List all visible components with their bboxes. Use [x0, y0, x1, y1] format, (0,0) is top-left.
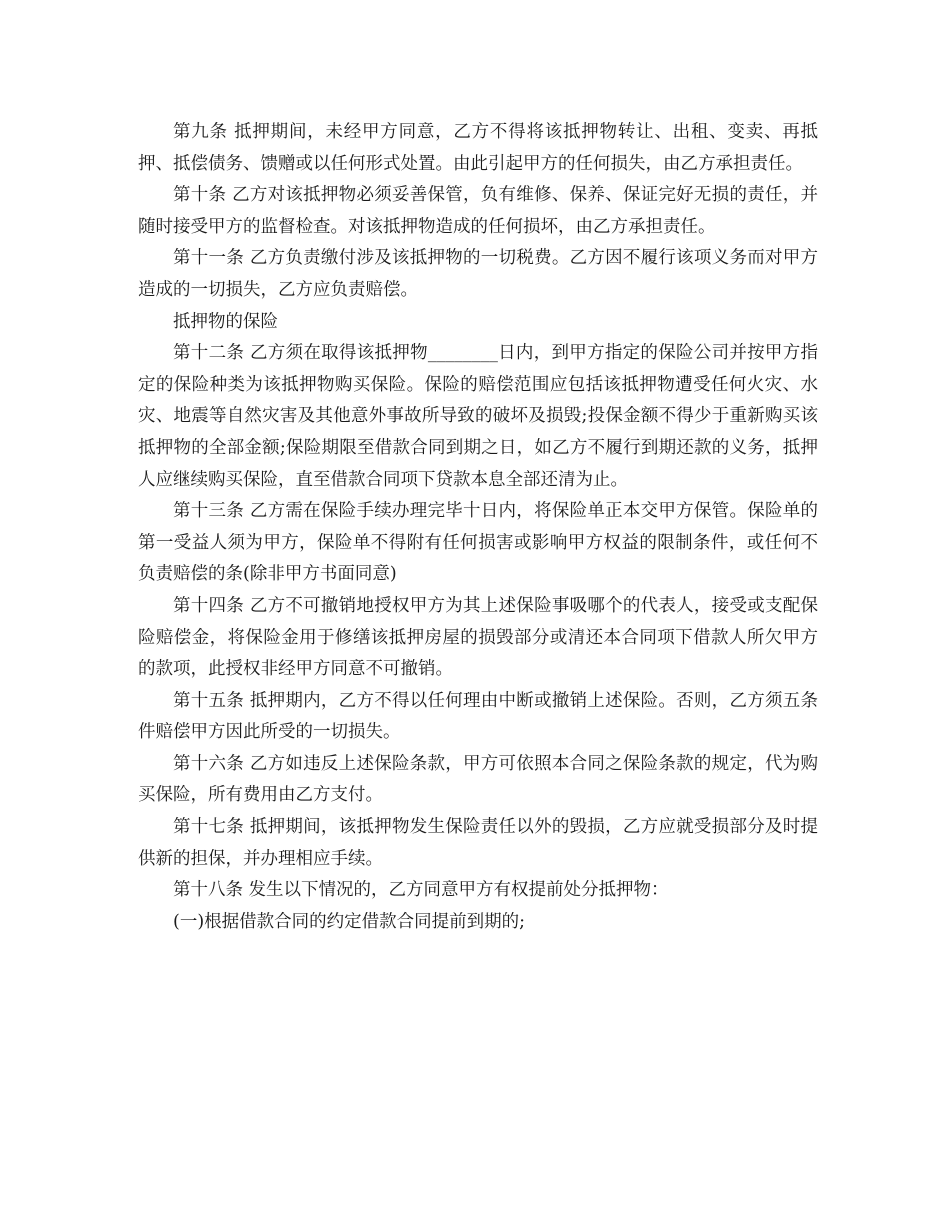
article-10-paragraph: 第十条 乙方对该抵押物必须妥善保管，负有维修、保养、保证完好无损的责任，并随时接受甲方的监督检查。对该抵押物造成的任何损坏，由乙方承担责任。 — [138, 185, 818, 237]
article-13-paragraph: 第十三条 乙方需在保险手续办理完毕十日内，将保险单正本交甲方保管。保险单的第一受益人须为甲方，保险单不得附有任何损害或影响甲方权益的限制条件，或任何不负责赔偿的条(除非甲方书面同意) — [138, 501, 818, 585]
article-17-paragraph: 第十七条 抵押期间，该抵押物发生保险责任以外的毁损，乙方应就受损部分及时提供新的担保，并办理相应手续。 — [138, 817, 818, 869]
article-14-paragraph: 第十四条 乙方不可撤销地授权甲方为其上述保险事吸哪个的代表人，接受或支配保险赔偿金，将保险金用于修缮该抵押房屋的损毁部分或清还本合同项下借款人所欠甲方的款项，此授权非经甲方同意不可撤销。 — [138, 595, 818, 680]
section-heading-insurance: 抵押物的保险 — [173, 311, 278, 332]
article-11-paragraph: 第十一条 乙方负责缴付涉及该抵押物的一切税费。乙方因不履行该项义务而对甲方造成的一切损失，乙方应负责赔偿。 — [138, 248, 818, 300]
article-16-paragraph: 第十六条 乙方如违反上述保险条款，甲方可依照本合同之保险条款的规定，代为购买保险，所有费用由乙方支付。 — [138, 753, 818, 806]
article-12-paragraph: 第十二条 乙方须在取得该抵押物________日内，到甲方指定的保险公司并按甲方指定的保险种类为该抵押物购买保险。保险的赔偿范围应包括该抵押物遭受任何火灾、水灾、地震等自然灾害及其他意外事故所导致的破坏及损毁;投保金额不得少于重新购买该抵押物的全部金额;保险期限至借款合同到期之日，如乙方不履行到期还款的义务，抵押人应继续购买保险，直至借款合同项下贷款本息全部还清为止。 — [138, 343, 818, 490]
document-body — [138, 117, 818, 938]
article-9-paragraph: 第九条 抵押期间，未经甲方同意，乙方不得将该抵押物转让、出租、变卖、再抵押、抵偿债务、馈赠或以任何形式处置。由此引起甲方的任何损失，由乙方承担责任。 — [138, 122, 818, 174]
article-18-item-1: (一)根据借款合同的约定借款合同提前到期的; — [173, 911, 526, 932]
article-15-paragraph: 第十五条 抵押期内，乙方不得以任何理由中断或撤销上述保险。否则，乙方须五条件赔偿甲方因此所受的一切损失。 — [138, 690, 818, 743]
article-18-paragraph: 第十八条 发生以下情况的，乙方同意甲方有权提前处分抵押物： — [173, 880, 669, 901]
